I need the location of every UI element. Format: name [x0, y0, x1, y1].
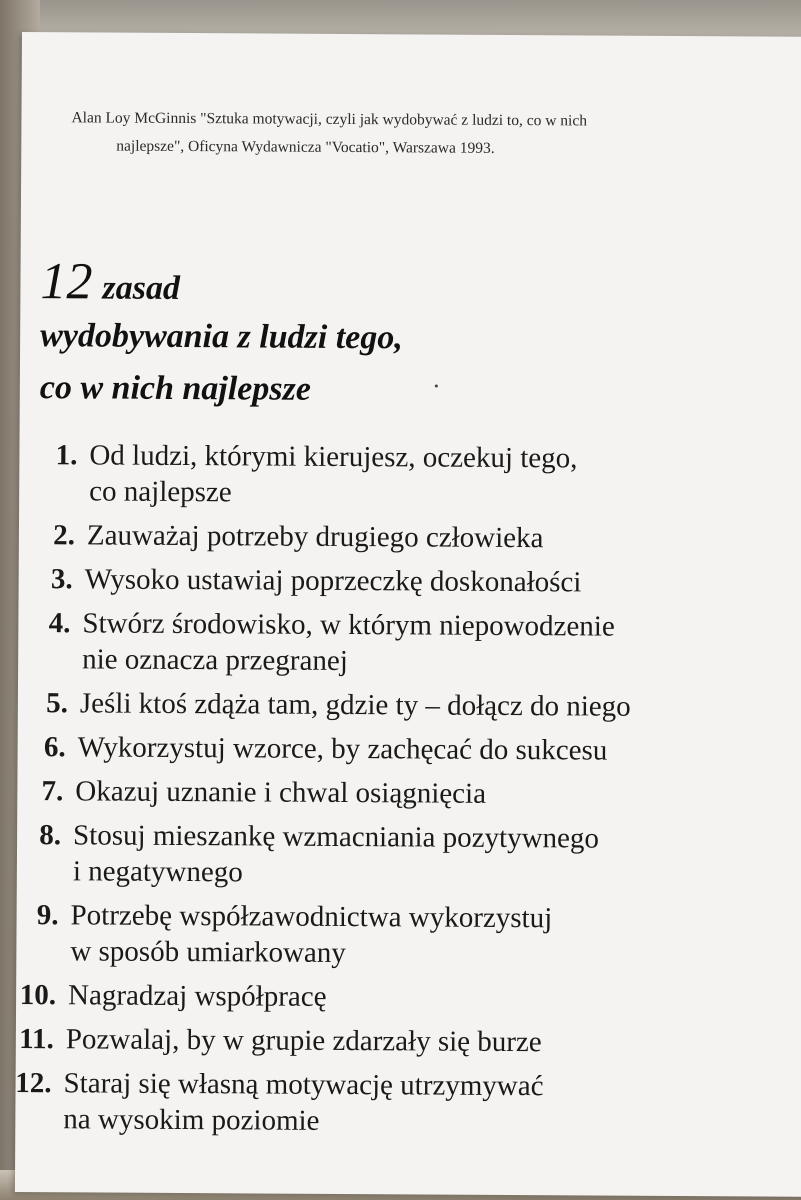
- rule-text-line: Wykorzystuj wzorce, by zachęcać do sukcesu: [77, 731, 608, 767]
- rule-text-line: Pozwalaj, by w grupie zdarzały się burze: [65, 1023, 542, 1059]
- page-title: [40, 254, 641, 418]
- list-item: [17, 773, 797, 814]
- source-citation: [71, 104, 711, 164]
- list-item: [18, 729, 798, 770]
- rule-text-line: co najlepsze: [89, 475, 232, 509]
- rule-text-line: Od ludzi, którymi kierujesz, oczekuj tego,: [89, 439, 578, 475]
- rules-list: [15, 437, 799, 1150]
- list-item: [18, 605, 798, 682]
- list-item: [19, 437, 799, 514]
- rule-text-line: Stosuj mieszankę wzmacniania pozytywnego: [72, 819, 600, 855]
- rule-text-line: i negatywnego: [72, 855, 243, 889]
- rule-number: 2.: [53, 519, 76, 552]
- rule-text-line: Potrzebę współzawodnictwa wykorzystuj: [70, 899, 553, 935]
- rule-text-line: nie oznacza przegranej: [82, 643, 348, 678]
- rule-number: 4.: [48, 607, 71, 640]
- title-line-2: wydobywania z ludzi tego,: [40, 317, 403, 357]
- paper-sheet: [15, 32, 801, 1197]
- rule-text-line: Zauważaj potrzeby drugiego człowieka: [86, 519, 544, 555]
- rule-text-line: Nagradzaj współpracę: [68, 979, 327, 1013]
- rule-text-line: w sposób umiarkowany: [70, 935, 346, 969]
- rule-number: 8.: [39, 819, 62, 852]
- rule-number: 11.: [19, 1023, 54, 1056]
- rule-text-line: Stwórz środowisko, w którym niepowodzenie: [82, 607, 615, 643]
- rule-number: 12.: [15, 1066, 52, 1100]
- ink-speck: [435, 385, 438, 388]
- list-item: [16, 977, 796, 1018]
- rule-text-line: Staraj się własną motywację utrzymywać: [63, 1067, 544, 1103]
- title-line-3: co w nich najlepsze: [39, 369, 312, 408]
- title-number: 12: [40, 253, 93, 311]
- list-item: [16, 897, 796, 974]
- rule-text-line: Jeśli ktoś zdąża tam, gdzie ty – dołącz do niego: [79, 687, 631, 723]
- rule-text-line: Wysoko ustawiaj poprzeczkę doskonałości: [84, 563, 582, 599]
- rule-number: 10.: [19, 979, 57, 1012]
- list-item: [19, 561, 799, 602]
- list-item: [17, 817, 797, 894]
- rule-number: 9.: [36, 899, 59, 932]
- citation-line-2: najlepsze", Oficyna Wydawnicza "Vocatio", Warszawa 1993.: [116, 137, 495, 157]
- rule-number: 7.: [41, 775, 64, 808]
- rule-number: 5.: [46, 687, 68, 720]
- rule-text-line: Okazuj uznanie i chwal osiągnięcia: [75, 775, 487, 810]
- list-item: [19, 517, 799, 558]
- rule-number: 6.: [43, 731, 66, 764]
- title-word: zasad: [102, 269, 181, 307]
- rule-number: 1.: [55, 439, 78, 472]
- rule-text-line: na wysokim poziomie: [63, 1103, 320, 1137]
- rule-number: 3.: [50, 563, 73, 596]
- list-item: [15, 1065, 795, 1142]
- list-item: [16, 1021, 796, 1062]
- list-item: [18, 685, 798, 726]
- citation-line-1: Alan Loy McGinnis "Sztuka motywacji, czyli jak wydobywać z ludzi to, co w nich: [71, 109, 588, 130]
